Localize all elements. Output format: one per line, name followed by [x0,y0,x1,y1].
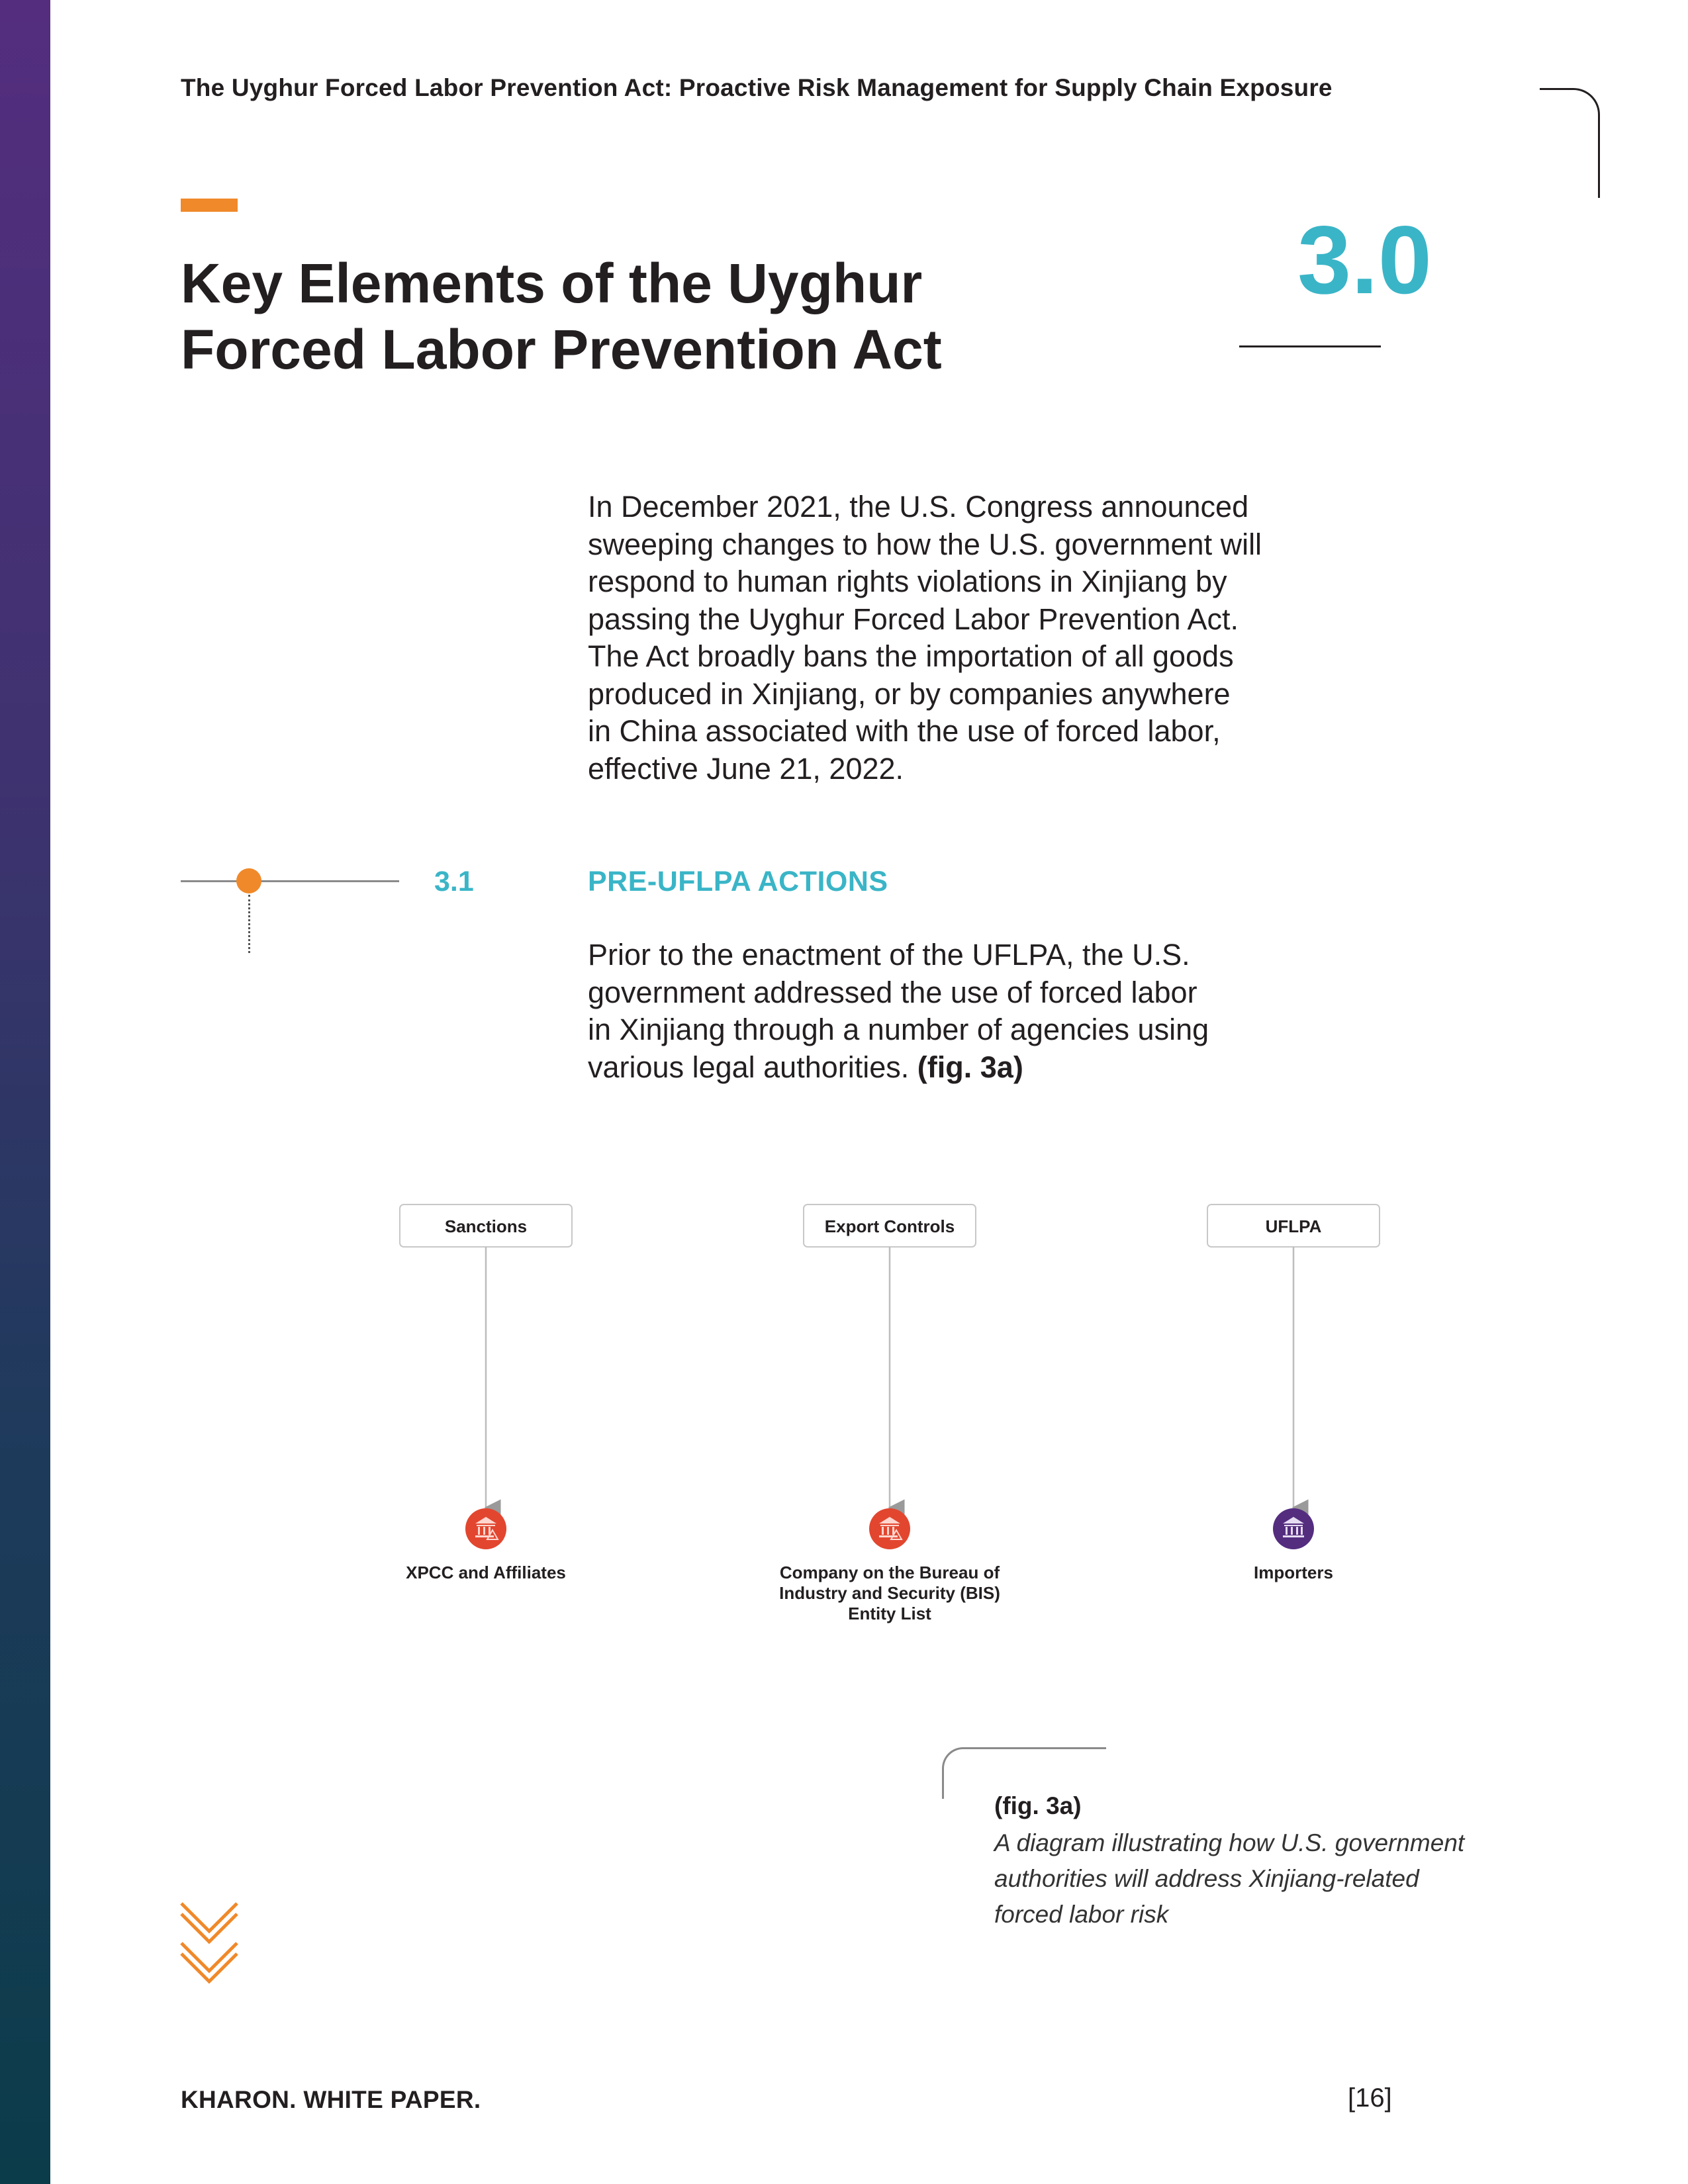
caption-corner-decoration [942,1747,1106,1799]
page-title-line-1: Key Elements of the Uyghur [181,252,923,314]
page-title [181,250,942,383]
intro-line: in China associated with the use of forced labor, [588,714,1221,748]
target-label: XPCC and Affiliates [406,1563,566,1582]
intro-line: produced in Xinjiang, or by companies anywhere [588,676,1231,711]
authority-label: Export Controls [824,1216,955,1236]
subsection-paragraph [588,936,1382,1086]
footer-brand: KHARON. WHITE PAPER. [181,2086,481,2113]
left-gradient-bar [0,0,50,2184]
subsection-line: various legal authorities. [588,1050,910,1084]
subsection-line: Prior to the enactment of the UFLPA, the U.S. [588,938,1190,972]
figure-caption-text [994,1825,1537,1933]
authorities-diagram [371,1191,1430,1641]
figure-caption-title: (fig. 3a) [994,1792,1082,1819]
bank-icon [1273,1508,1314,1549]
caption-line: authorities will address Xinjiang-related [994,1865,1419,1892]
diagram-column-export-controls [779,1205,1000,1623]
page-title-line-2: Forced Labor Prevention Act [181,318,942,381]
timeline-line [181,880,399,882]
target-label: Entity List [848,1604,931,1623]
double-chevron-down-icon [177,1898,241,1991]
timeline-dotted-line [248,895,250,953]
authority-label: UFLPA [1265,1216,1322,1236]
subsection-heading: PRE-UFLPA ACTIONS [588,866,888,897]
intro-line: sweeping changes to how the U.S. government will [588,527,1262,561]
caption-line: forced labor risk [994,1901,1169,1928]
intro-paragraph [588,488,1415,788]
bank-warning-icon [869,1508,910,1549]
subsection-line: in Xinjiang through a number of agencies using [588,1013,1209,1046]
running-header: The Uyghur Forced Labor Prevention Act: Proactive Risk Management for Supply Chain Exposure [181,74,1333,101]
subsection-line: government addressed the use of forced labor [588,975,1197,1009]
orange-accent-dash [181,199,238,212]
authority-label: Sanctions [444,1216,528,1236]
diagram-column-uflpa [1207,1205,1380,1582]
target-label: Importers [1254,1563,1333,1582]
subsection-number: 3.1 [434,866,474,897]
diagram-column-sanctions [400,1205,572,1582]
target-label: Company on the Bureau of [779,1563,1000,1582]
timeline-dot [236,868,261,893]
section-number-rule [1239,345,1381,347]
figure-reference: (fig. 3a) [917,1050,1023,1084]
section-number: 3.0 [1297,206,1432,314]
intro-line: effective June 21, 2022. [588,751,904,786]
page-number: [16] [1348,2083,1392,2113]
intro-line: The Act broadly bans the importation of all goods [588,639,1234,673]
target-label: Industry and Security (BIS) [779,1583,1000,1603]
bank-warning-icon [465,1508,506,1549]
caption-line: A diagram illustrating how U.S. government [994,1829,1465,1856]
intro-line: respond to human rights violations in Xinjiang by [588,565,1227,598]
intro-line: passing the Uyghur Forced Labor Prevention Act. [588,602,1239,636]
intro-line: In December 2021, the U.S. Congress announced [588,490,1249,523]
corner-bracket-decoration [1540,88,1600,198]
